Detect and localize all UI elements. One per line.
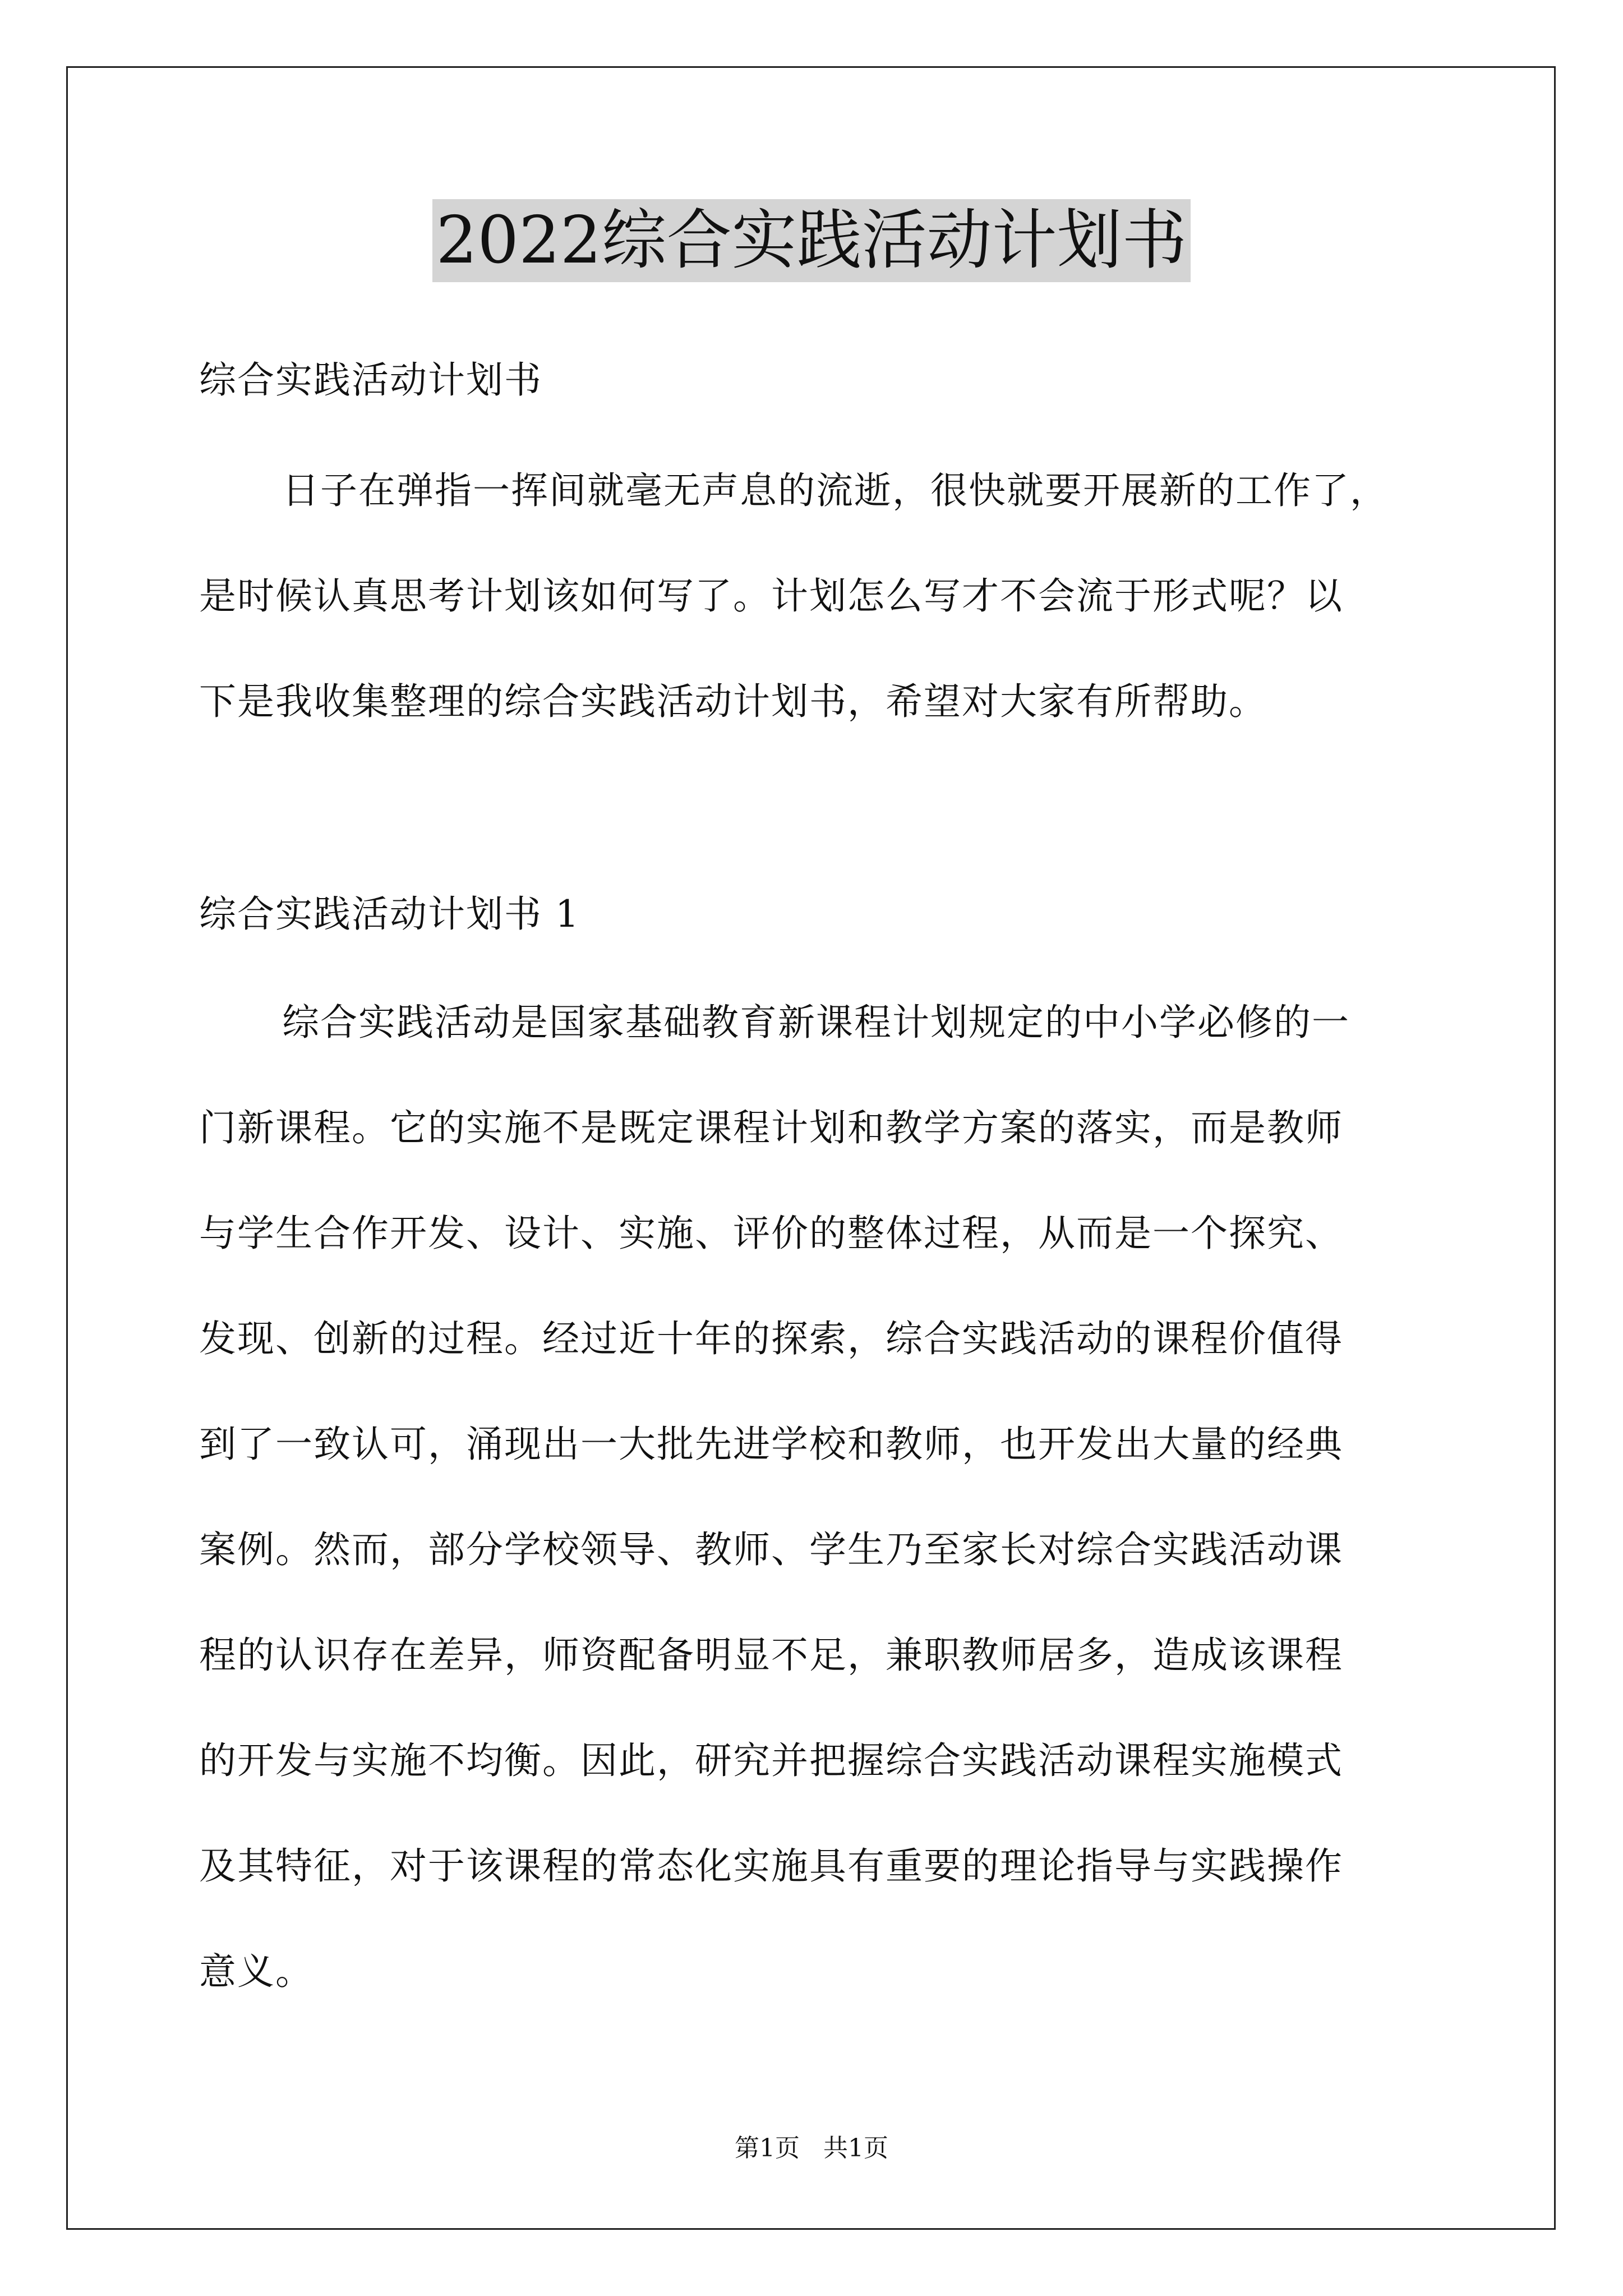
section-line: 门新课程。它的实施不是既定课程计划和教学方案的落实，而是教师	[199, 1106, 1343, 1149]
title-container	[0, 199, 1623, 282]
section-line: 综合实践活动是国家基础教育新课程计划规定的中小学必修的一	[282, 1001, 1350, 1044]
section-line: 到了一致认可，涌现出一大批先进学校和教师，也开发出大量的经典	[199, 1423, 1343, 1466]
section-line: 案例。然而，部分学校领导、教师、学生乃至家长对综合实践活动课	[199, 1528, 1343, 1571]
section-line: 程的认识存在差异，师资配备明显不足，兼职教师居多，造成该课程	[199, 1634, 1343, 1677]
section-heading: 综合实践活动计划书 1	[199, 892, 580, 936]
intro-line: 下是我收集整理的综合实践活动计划书，希望对大家有所帮助。	[199, 680, 1267, 723]
section-line: 与学生合作开发、设计、实施、评价的整体过程，从而是一个探究、	[199, 1212, 1343, 1255]
page-total: 共1页	[823, 2134, 888, 2162]
section-line: 的开发与实施不均衡。因此，研究并把握综合实践活动课程实施模式	[199, 1739, 1343, 1782]
intro-line: 日子在弹指一挥间就毫无声息的流逝，很快就要开展新的工作了，	[282, 469, 1388, 512]
intro-line: 是时候认真思考计划该如何写了。计划怎么写才不会流于形式呢？以	[199, 574, 1343, 618]
page-number: 第1页	[735, 2134, 800, 2162]
page-footer	[0, 2132, 1623, 2165]
document-subtitle: 综合实践活动计划书	[199, 358, 542, 402]
document-title: 2022综合实践活动计划书	[432, 199, 1190, 282]
section-line: 意义。	[199, 1950, 313, 1993]
section-line: 及其特征，对于该课程的常态化实施具有重要的理论指导与实践操作	[199, 1844, 1343, 1888]
section-line: 发现、创新的过程。经过近十年的探索，综合实践活动的课程价值得	[199, 1317, 1343, 1360]
